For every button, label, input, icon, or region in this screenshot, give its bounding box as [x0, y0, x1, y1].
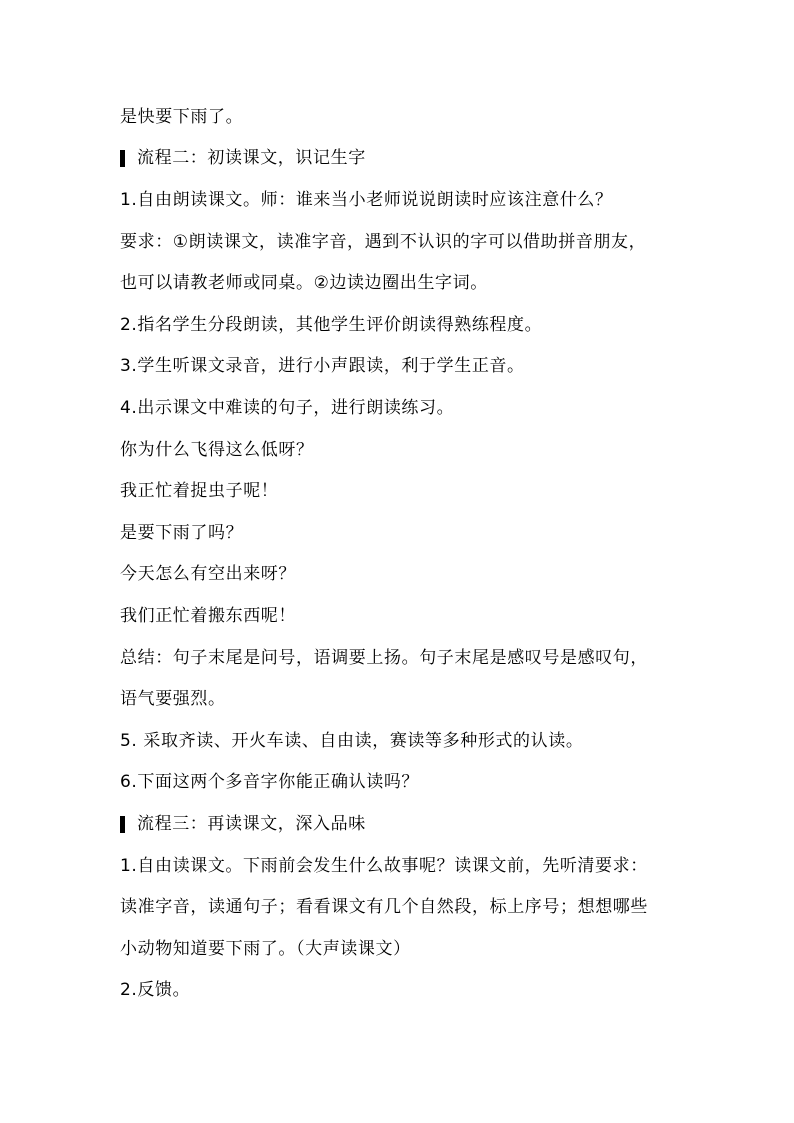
paragraph-line: 4.出示课文中难读的句子，进行朗读练习。 [120, 398, 455, 418]
paragraph-line: 2.反馈。 [120, 980, 191, 1000]
example-sentence: 我们正忙着搬东西呢！ [120, 606, 296, 626]
paragraph-line: 1.自由朗读课文。师：谁来当小老师说说朗读时应该注意什么？ [120, 190, 613, 210]
paragraph-line: 也可以请教老师或同桌。②边读边圈出生字词。 [120, 273, 488, 293]
paragraph-line: 5. 采取齐读、开火车读、自由读，赛读等多种形式的认读。 [120, 731, 584, 751]
heading-bar-icon [120, 816, 125, 833]
paragraph-line: 小动物知道要下雨了。（大声读课文） [120, 939, 411, 959]
example-sentence: 你为什么飞得这么低呀？ [120, 440, 314, 460]
example-sentence: 我正忙着捉虫子呢！ [120, 481, 279, 501]
paragraph-line: 6.下面这两个多音字你能正确认读吗？ [120, 772, 420, 792]
paragraph-line: 1.自由读课文。下雨前会发生什么故事呢？读课文前，先听清要求： [120, 856, 648, 876]
example-sentence: 今天怎么有空出来呀？ [120, 564, 296, 584]
section-heading-text: 流程二：初读课文，识记生字 [137, 148, 366, 168]
section-heading [120, 147, 366, 169]
section-heading-text: 流程三：再读课文，深入品味 [137, 814, 366, 834]
paragraph-line: 要求：①朗读课文，读准字音，遇到不认识的字可以借助拼音朋友， [120, 232, 647, 252]
section-heading [120, 813, 366, 835]
heading-bar-icon [120, 150, 125, 167]
paragraph-line: 读准字音，读通句子；看看课文有几个自然段，标上序号；想想哪些 [120, 897, 648, 917]
example-sentence: 是要下雨了吗？ [120, 523, 244, 543]
paragraph-line: 3.学生听课文录音，进行小声跟读，利于学生正音。 [120, 356, 525, 376]
paragraph-line: 2.指名学生分段朗读，其他学生评价朗读得熟练程度。 [120, 315, 543, 335]
paragraph-line: 是快要下雨了。 [120, 107, 244, 127]
paragraph-line: 语气要强烈。 [120, 689, 226, 709]
paragraph-line: 总结：句子末尾是问号，语调要上扬。句子末尾是感叹号是感叹句， [120, 648, 648, 668]
